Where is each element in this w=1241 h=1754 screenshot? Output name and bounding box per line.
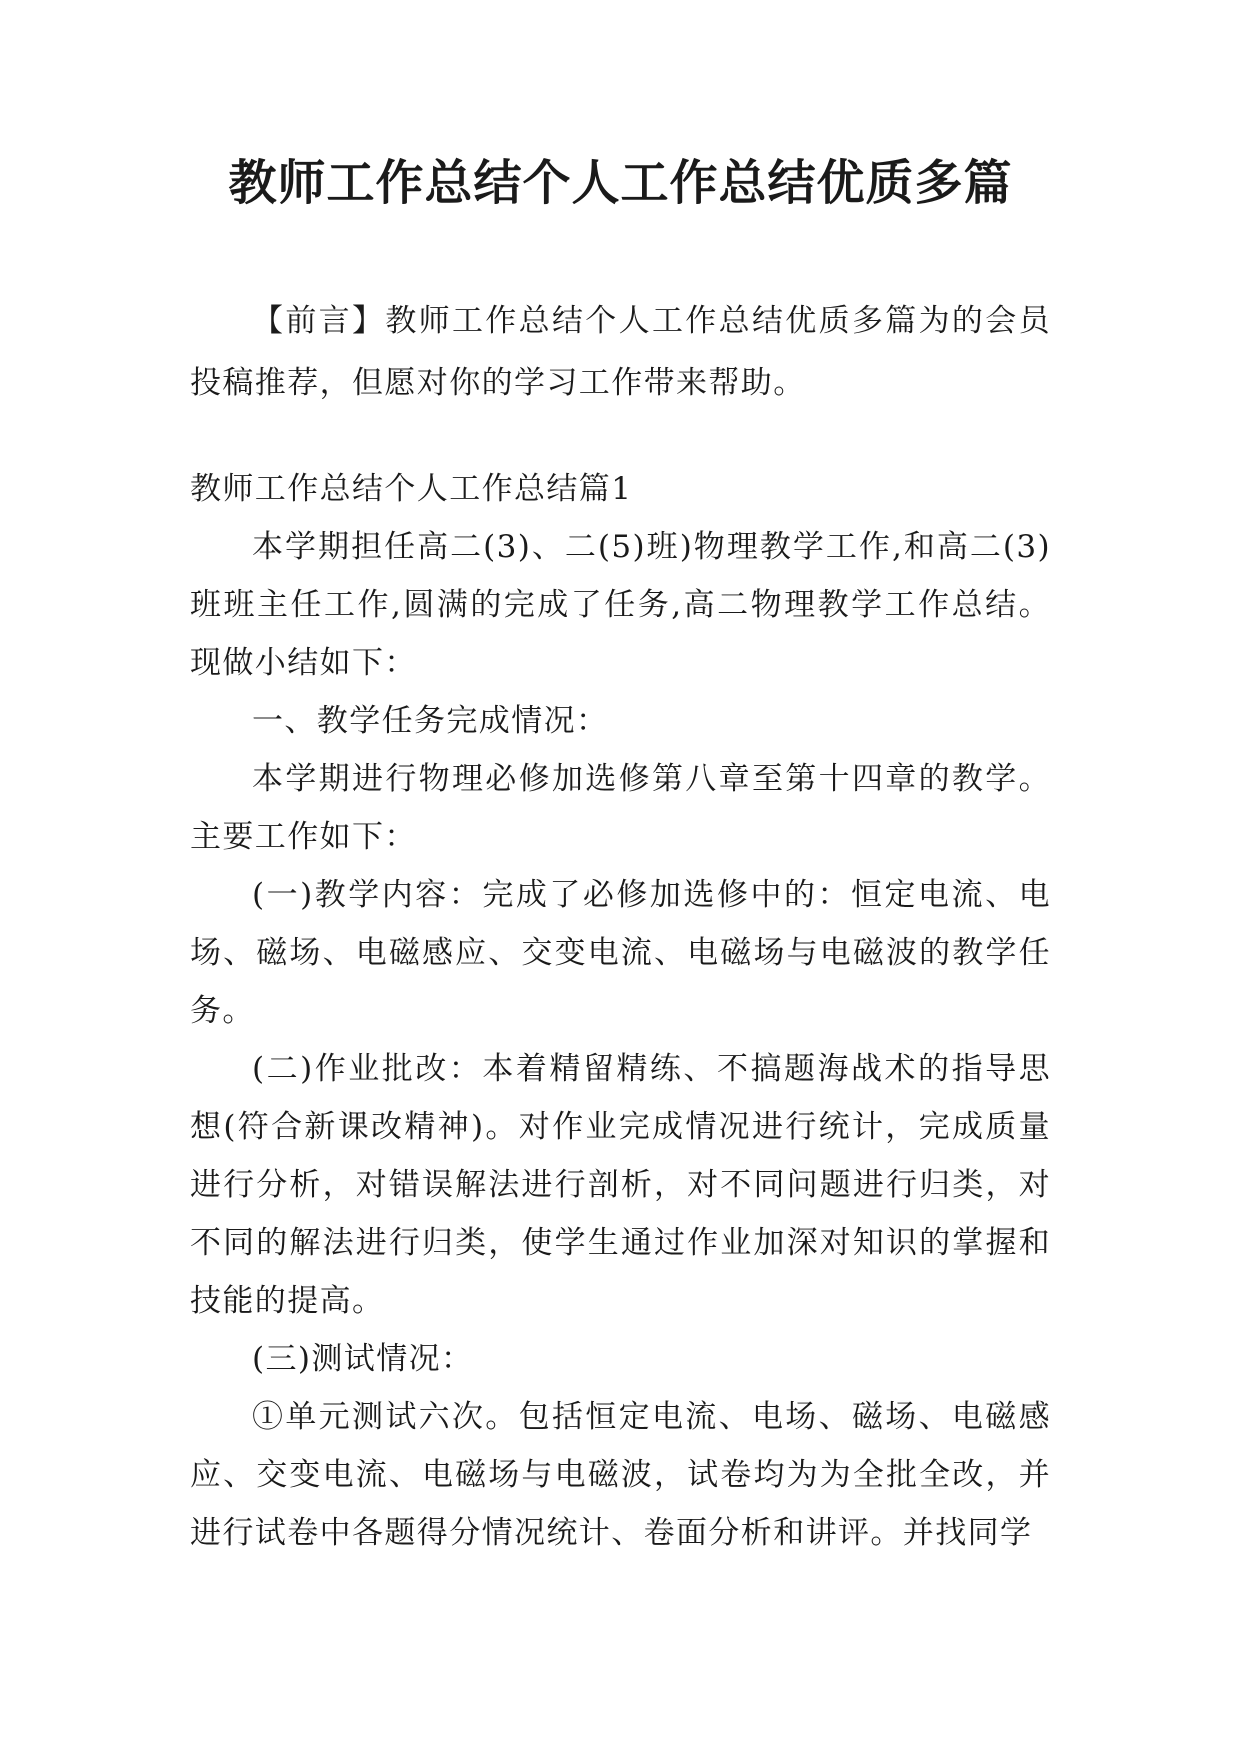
preface-block [190,290,1051,414]
paragraph: (一)教学内容：完成了必修加选修中的：恒定电流、电场、磁场、电磁感应、交变电流、电磁场与电磁波的教学任务。 [190,877,1051,1029]
paragraph: (二)作业批改：本着精留精练、不搞题海战术的指导思想(符合新课改精神)。对作业完成情况进行统计，完成质量进行分析，对错误解法进行剖析，对不同问题进行归类，对不同的解法进行归类，使学生通过作业加深对知识的掌握和技能的提高。 [190,1051,1051,1319]
paragraph: 一、教学任务完成情况： [252,703,609,739]
paragraph: 本学期进行物理必修加选修第八章至第十四章的教学。主要工作如下： [190,761,1051,855]
section-body [190,460,1051,1562]
section-heading: 教师工作总结个人工作总结篇1 [190,471,633,507]
paragraph: 本学期担任高二(3)、二(5)班)物理教学工作,和高二(3)班班主任工作,圆满的完成了任务,高二物理教学工作总结。现做小结如下： [190,529,1051,681]
paragraph: ①单元测试六次。包括恒定电流、电场、磁场、电磁感应、交变电流、电磁场与电磁波，试卷均为为全批全改，并进行试卷中各题得分情况统计、卷面分析和讲评。并找同学 [190,1399,1051,1551]
paragraph: (三)测试情况： [252,1341,474,1377]
document-title: 教师工作总结个人工作总结优质多篇 [228,155,1013,211]
preface-paragraph: 【前言】教师工作总结个人工作总结优质多篇为的会员投稿推荐，但愿对你的学习工作带来帮助。 [190,303,1051,401]
